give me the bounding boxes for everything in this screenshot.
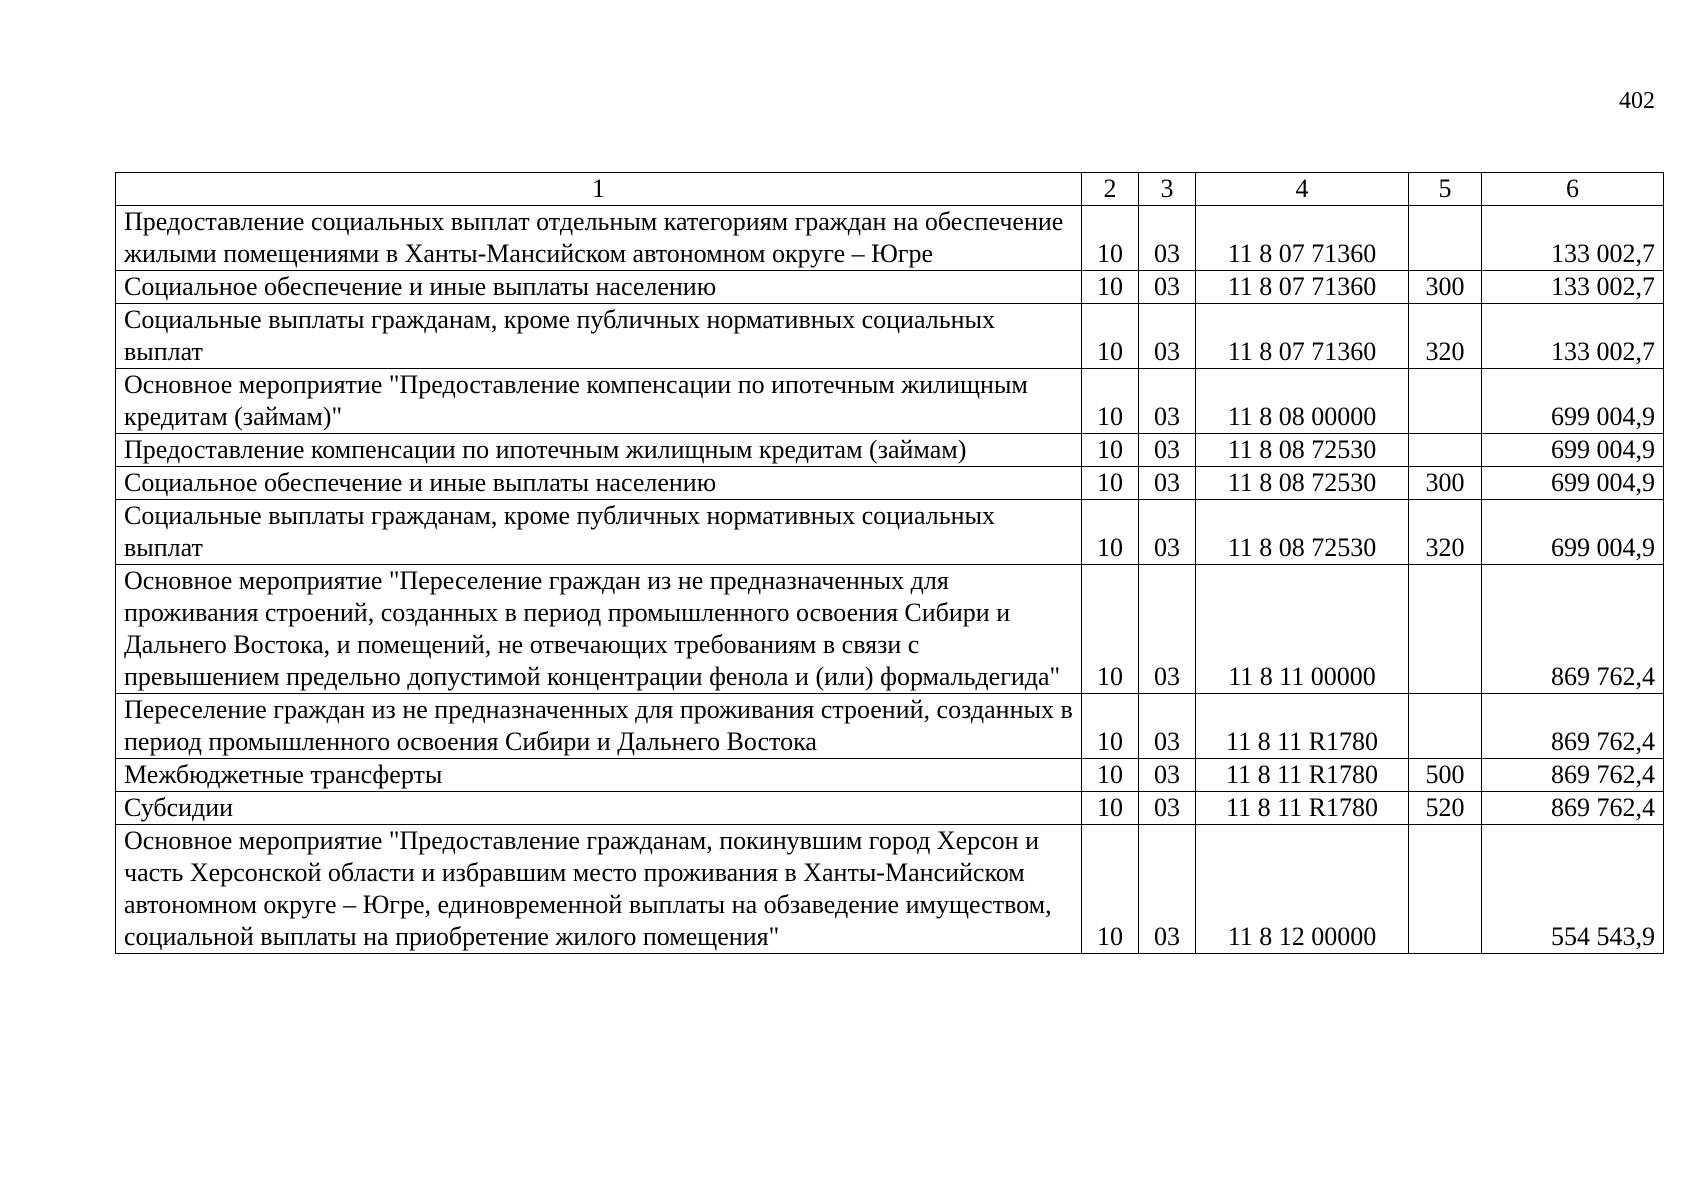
column-header: 2 — [1082, 173, 1139, 206]
row-target-code: 11 8 07 71360 — [1196, 206, 1409, 271]
row-target-code: 11 8 11 00000 — [1196, 565, 1409, 694]
row-expense-type — [1409, 369, 1482, 434]
row-expense-type — [1409, 565, 1482, 694]
table-row — [116, 500, 1664, 565]
row-name: Социальное обеспечение и иные выплаты населению — [116, 271, 1082, 304]
row-target-code: 11 8 08 00000 — [1196, 369, 1409, 434]
row-name: Основное мероприятие "Предоставление компенсации по ипотечным жилищным кредитам (займам)" — [116, 369, 1082, 434]
row-section: 10 — [1082, 792, 1139, 825]
table-row — [116, 759, 1664, 792]
row-expense-type: 300 — [1409, 271, 1482, 304]
row-subsection: 03 — [1139, 434, 1196, 467]
row-section: 10 — [1082, 271, 1139, 304]
row-target-code: 11 8 11 R1780 — [1196, 694, 1409, 759]
row-name: Основное мероприятие "Предоставление гражданам, покинувшим город Херсон и часть Херсонской области и избравшим место проживания в Ханты-Мансийском автономном округе – Югре, единовременной выплаты на обзаведение имуществом, социальной выплаты на приобретение жилого помещения" — [116, 825, 1082, 954]
row-expense-type — [1409, 825, 1482, 954]
row-expense-type: 320 — [1409, 304, 1482, 369]
row-expense-type: 500 — [1409, 759, 1482, 792]
row-subsection: 03 — [1139, 792, 1196, 825]
row-subsection: 03 — [1139, 759, 1196, 792]
row-subsection: 03 — [1139, 565, 1196, 694]
row-target-code: 11 8 11 R1780 — [1196, 792, 1409, 825]
row-name: Социальные выплаты гражданам, кроме публичных нормативных социальных выплат — [116, 304, 1082, 369]
column-header: 1 — [116, 173, 1082, 206]
row-amount: 699 004,9 — [1482, 434, 1664, 467]
row-subsection: 03 — [1139, 304, 1196, 369]
row-amount: 699 004,9 — [1482, 500, 1664, 565]
row-name: Переселение граждан из не предназначенных для проживания строений, созданных в период промышленного освоения Сибири и Дальнего Востока — [116, 694, 1082, 759]
row-amount: 869 762,4 — [1482, 565, 1664, 694]
row-target-code: 11 8 08 72530 — [1196, 467, 1409, 500]
column-header: 6 — [1482, 173, 1664, 206]
row-section: 10 — [1082, 467, 1139, 500]
row-amount: 869 762,4 — [1482, 792, 1664, 825]
table-row — [116, 271, 1664, 304]
row-section: 10 — [1082, 434, 1139, 467]
column-header: 5 — [1409, 173, 1482, 206]
row-expense-type: 520 — [1409, 792, 1482, 825]
row-target-code: 11 8 08 72530 — [1196, 434, 1409, 467]
row-target-code: 11 8 08 72530 — [1196, 500, 1409, 565]
row-amount: 133 002,7 — [1482, 206, 1664, 271]
row-name: Предоставление социальных выплат отдельным категориям граждан на обеспечение жилыми помещениями в Ханты-Мансийском автономном округе – Югре — [116, 206, 1082, 271]
header-row — [116, 173, 1664, 206]
row-subsection: 03 — [1139, 369, 1196, 434]
row-section: 10 — [1082, 694, 1139, 759]
row-subsection: 03 — [1139, 825, 1196, 954]
row-section: 10 — [1082, 565, 1139, 694]
table-row — [116, 792, 1664, 825]
row-section: 10 — [1082, 206, 1139, 271]
table-row — [116, 825, 1664, 954]
row-target-code: 11 8 12 00000 — [1196, 825, 1409, 954]
table-row — [116, 206, 1664, 271]
row-name: Социальное обеспечение и иные выплаты населению — [116, 467, 1082, 500]
row-amount: 554 543,9 — [1482, 825, 1664, 954]
row-section: 10 — [1082, 304, 1139, 369]
row-expense-type — [1409, 694, 1482, 759]
row-section: 10 — [1082, 759, 1139, 792]
row-amount: 699 004,9 — [1482, 467, 1664, 500]
row-amount: 133 002,7 — [1482, 271, 1664, 304]
row-section: 10 — [1082, 369, 1139, 434]
row-subsection: 03 — [1139, 500, 1196, 565]
table-row — [116, 304, 1664, 369]
row-name: Основное мероприятие "Переселение граждан из не предназначенных для проживания строений, созданных в период промышленного освоения Сибири и Дальнего Востока, и помещений, не отвечающих требованиям в связи с превышением предельно допустимой концентрации фенола и (или) формальдегида" — [116, 565, 1082, 694]
row-name: Межбюджетные трансферты — [116, 759, 1082, 792]
table-row — [116, 369, 1664, 434]
row-expense-type — [1409, 206, 1482, 271]
row-section: 10 — [1082, 825, 1139, 954]
row-amount: 699 004,9 — [1482, 369, 1664, 434]
table-row — [116, 694, 1664, 759]
row-name: Предоставление компенсации по ипотечным жилищным кредитам (займам) — [116, 434, 1082, 467]
column-header: 4 — [1196, 173, 1409, 206]
budget-table — [115, 172, 1664, 954]
row-expense-type: 300 — [1409, 467, 1482, 500]
row-expense-type — [1409, 434, 1482, 467]
row-section: 10 — [1082, 500, 1139, 565]
row-name: Субсидии — [116, 792, 1082, 825]
table-row — [116, 434, 1664, 467]
row-expense-type: 320 — [1409, 500, 1482, 565]
row-name: Социальные выплаты гражданам, кроме публичных нормативных социальных выплат — [116, 500, 1082, 565]
page-number: 402 — [1619, 88, 1655, 114]
row-target-code: 11 8 07 71360 — [1196, 271, 1409, 304]
row-subsection: 03 — [1139, 467, 1196, 500]
table-row — [116, 565, 1664, 694]
row-amount: 869 762,4 — [1482, 694, 1664, 759]
row-target-code: 11 8 07 71360 — [1196, 304, 1409, 369]
row-target-code: 11 8 11 R1780 — [1196, 759, 1409, 792]
row-amount: 869 762,4 — [1482, 759, 1664, 792]
row-subsection: 03 — [1139, 206, 1196, 271]
column-header: 3 — [1139, 173, 1196, 206]
row-amount: 133 002,7 — [1482, 304, 1664, 369]
table-row — [116, 467, 1664, 500]
row-subsection: 03 — [1139, 271, 1196, 304]
row-subsection: 03 — [1139, 694, 1196, 759]
